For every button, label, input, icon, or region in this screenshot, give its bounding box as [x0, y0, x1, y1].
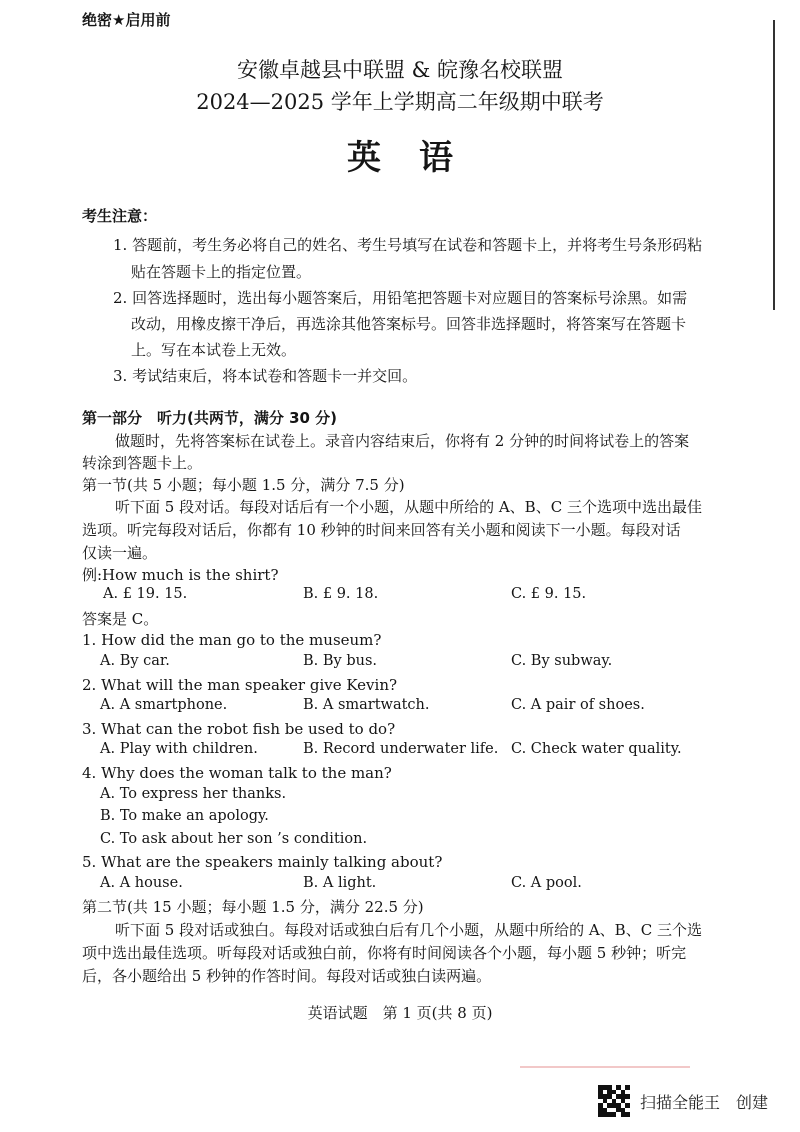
section1-instruction: 仅读一遍。: [82, 544, 158, 562]
q1-option-b: B. By bus.: [303, 653, 378, 669]
q1-option-a: A. By car.: [100, 653, 170, 669]
notice-line: 改动，用橡皮擦干净后，再选涂其他答案标号。回答非选择题时，将答案写在答题卡: [131, 315, 687, 333]
confidential-label: 绝密★启用前: [82, 11, 171, 29]
section2-instruction: 后，各小题给出 5 秒钟的作答时间。每段对话或独白读两遍。: [82, 967, 492, 985]
notice-line: 上。写在本试卷上无效。: [131, 341, 297, 359]
qr-code-icon: [598, 1085, 630, 1117]
notice-line: 3. 考试结束后，将本试卷和答题卡一并交回。: [113, 367, 418, 385]
question-2: 2. What will the man speaker give Kevin?: [82, 676, 398, 694]
page-footer: 英语试题 第 1 页(共 8 页): [307, 1004, 493, 1022]
notice-line: 贴在答题卡上的指定位置。: [131, 263, 312, 281]
example-option-b: B. £ 9. 18.: [303, 586, 379, 602]
scanner-watermark: [598, 1085, 768, 1117]
q3-option-b: B. Record underwater life.: [303, 741, 499, 757]
q5-option-c: C. A pool.: [511, 875, 582, 891]
q4-option-c: C. To ask about her son ’s condition.: [100, 831, 368, 847]
question-1: 1. How did the man go to the museum?: [82, 631, 382, 649]
scan-artifact: [520, 1066, 690, 1068]
exam-title-line2: 2024—2025 学年上学期高二年级期中联考: [196, 90, 604, 114]
part1-heading: 第一部分 听力(共两节，满分 30 分): [82, 409, 338, 427]
notice-line: 1. 答题前，考生务必将自己的姓名、考生号填写在试卷和答题卡上，并将考生号条形码粘: [113, 236, 703, 254]
section1-heading: 第一节(共 5 小题；每小题 1.5 分，满分 7.5 分): [82, 476, 405, 494]
question-5: 5. What are the speakers mainly talking about?: [82, 853, 443, 871]
example-answer: 答案是 C。: [82, 610, 159, 628]
notice-heading: 考生注意：: [82, 207, 158, 225]
q5-option-b: B. A light.: [303, 875, 377, 891]
q4-option-a: A. To express her thanks.: [100, 786, 287, 802]
section1-instruction: 选项。听完每段对话后，你都有 10 秒钟的时间来回答有关小题和阅读下一小题。每段对话: [82, 521, 681, 539]
question-4: 4. Why does the woman talk to the man?: [82, 764, 392, 782]
q4-option-b: B. To make an apology.: [100, 808, 269, 824]
q2-option-b: B. A smartwatch.: [303, 697, 430, 713]
section2-instruction: 项中选出最佳选项。听每段对话或独白前，你将有时间阅读各个小题，每小题 5 秒钟；听完: [82, 944, 687, 962]
exam-title-line1: 安徽卓越县中联盟 & 皖豫名校联盟: [236, 58, 564, 82]
part1-intro-line: 做题时，先将答案标在试卷上。录音内容结束后，你将有 2 分钟的时间将试卷上的答案: [115, 432, 690, 450]
section2-heading: 第二节(共 15 小题；每小题 1.5 分，满分 22.5 分): [82, 898, 424, 916]
q1-option-c: C. By subway.: [511, 653, 613, 669]
q2-option-c: C. A pair of shoes.: [511, 697, 645, 713]
subject-title: 英语: [347, 138, 491, 178]
q3-option-c: C. Check water quality.: [511, 741, 682, 757]
example-question: 例:How much is the shirt?: [82, 566, 279, 584]
notice-line: 2. 回答选择题时，选出每小题答案后，用铅笔把答题卡对应题目的答案标号涂黑。如需: [113, 289, 688, 307]
q5-option-a: A. A house.: [100, 875, 183, 891]
part1-intro-line: 转涂到答题卡上。: [82, 454, 203, 472]
section2-instruction: 听下面 5 段对话或独白。每段对话或独白后有几个小题，从题中所给的 A、B、C 三个选: [115, 921, 702, 939]
q2-option-a: A. A smartphone.: [100, 697, 228, 713]
example-option-c: C. £ 9. 15.: [511, 586, 587, 602]
q3-option-a: A. Play with children.: [100, 741, 258, 757]
section1-instruction: 听下面 5 段对话。每段对话后有一个小题，从题中所给的 A、B、C 三个选项中选出最佳: [115, 498, 702, 516]
question-3: 3. What can the robot fish be used to do?: [82, 720, 396, 738]
example-option-a: A. £ 19. 15.: [103, 586, 188, 602]
scanner-label: 扫描全能王 创建: [640, 1092, 769, 1112]
